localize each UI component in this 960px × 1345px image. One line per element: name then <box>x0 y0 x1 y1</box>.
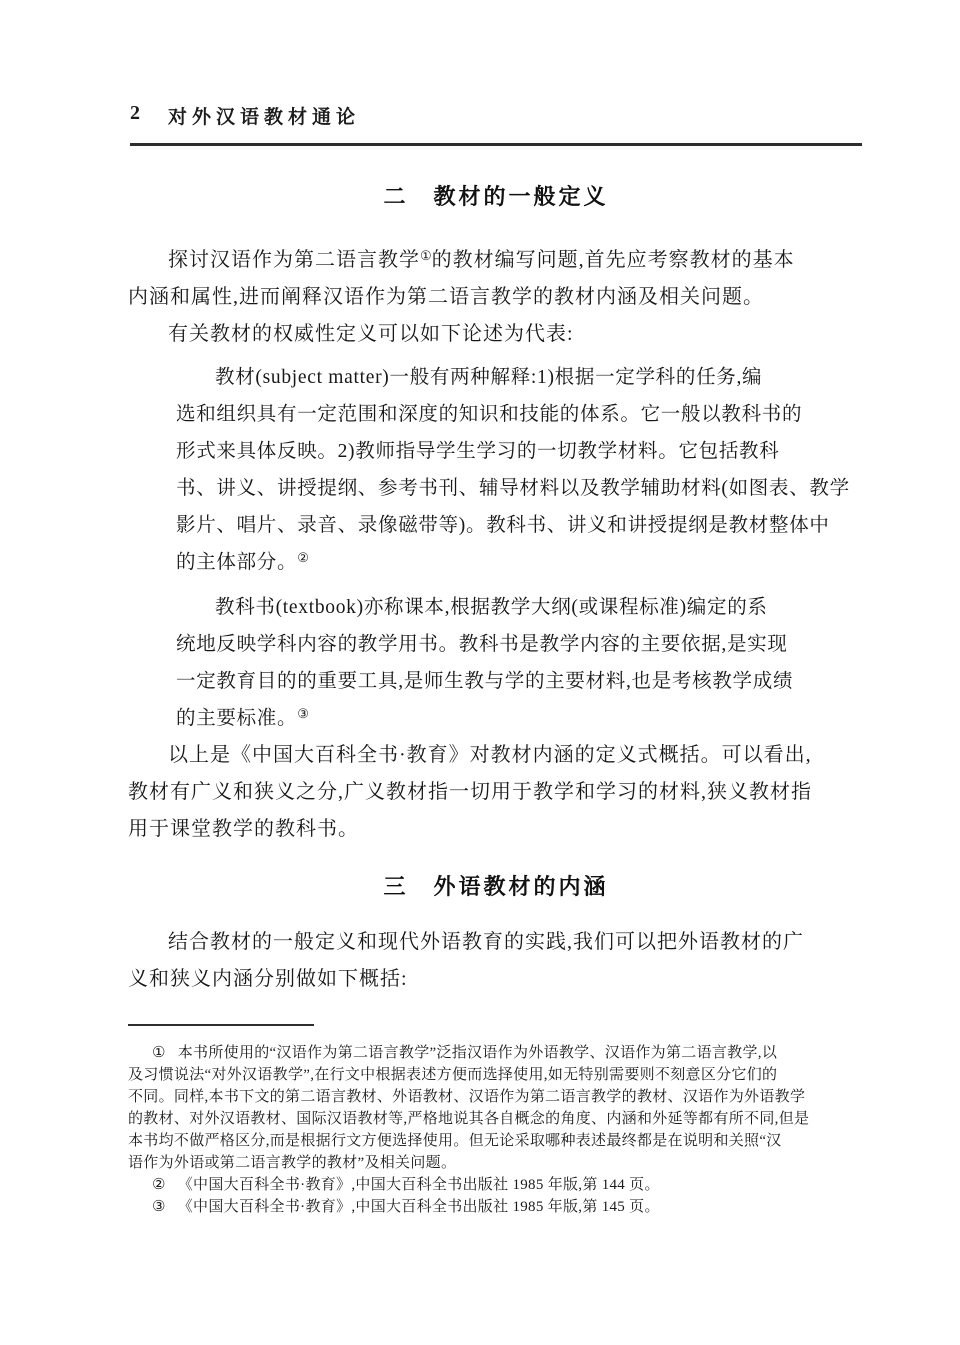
text-segment: 本书所使用的“汉语作为第二语言教学”泛指汉语作为外语教学、汉语作为第二语言教学,以 <box>177 1045 778 1061</box>
footnote-line <box>128 1196 864 1218</box>
footnote-line <box>128 1042 864 1064</box>
section-heading-foreign-language-materials: 三 外语教材的内涵 <box>383 874 609 899</box>
footnote-1 <box>128 1042 864 1174</box>
paragraph-intro <box>128 242 864 316</box>
running-title: 对外汉语教材通论 <box>168 107 361 128</box>
text-line <box>176 544 864 581</box>
footnote-marker-2: ② <box>152 1177 166 1193</box>
footnote-ref-1: ① <box>420 248 432 263</box>
text-line <box>176 700 864 737</box>
text-line: 影片、唱片、录音、录像磁带等)。教科书、讲义和讲授提纲是教材整体中 <box>176 515 830 536</box>
footnote-line: 不同。同样,本书下文的第二语言教材、外语教材、汉语作为第二语言教学的教材、汉语作为外语教学 <box>128 1089 806 1105</box>
text-line: 统地反映学科内容的教学用书。教科书是教学内容的主要依据,是实现 <box>176 634 788 655</box>
section-heading-general-definition: 二 教材的一般定义 <box>383 184 609 209</box>
text-line: 以上是《中国大百科全书·教育》对教材内涵的定义式概括。可以看出, <box>168 744 812 766</box>
page-body <box>128 178 864 998</box>
footnote-line: 及习惯说法“对外汉语教学”,在行文中根据表述方便而选择使用,如无特别需要则不刻意区分它们的 <box>128 1067 778 1083</box>
text-line: 书、讲义、讲授提纲、参考书刊、辅导材料以及教学辅助材料(如图表、教学 <box>176 478 850 499</box>
text-line: 结合教材的一般定义和现代外语教育的实践,我们可以把外语教材的广 <box>168 931 804 953</box>
quote-subject-matter <box>176 359 864 581</box>
paragraph-summary <box>128 737 864 848</box>
paragraph-foreign-intro <box>128 924 864 998</box>
footnote-separator <box>128 1024 314 1026</box>
footnote-area <box>128 1024 864 1218</box>
footnote-line <box>128 1174 864 1196</box>
text-line: 一定教育目的的重要工具,是师生教与学的主要材料,也是考核教学成绩 <box>176 671 794 692</box>
footnote-ref-2: ② <box>297 550 309 565</box>
quote-textbook <box>176 589 864 737</box>
text-line: 义和狭义内涵分别做如下概括: <box>128 968 408 990</box>
footnote-line: 本书均不做严格区分,而是根据行文方便选择使用。但无论采取哪种表述最终都是在说明和关照“汉 <box>128 1133 782 1149</box>
text-line: 内涵和属性,进而阐释汉语作为第二语言教学的教材内涵及相关问题。 <box>128 286 764 308</box>
footnote-marker-1: ① <box>152 1045 166 1061</box>
text-segment: 的主要标准。 <box>176 708 298 729</box>
text-line: 形式来具体反映。2)教师指导学生学习的一切教学材料。它包括教科 <box>176 441 780 462</box>
page-header <box>130 102 862 146</box>
text-line: 有关教材的权威性定义可以如下论述为代表: <box>168 323 574 345</box>
footnote-line: 的教材、对外汉语教材、国际汉语教材等,严格地说其各自概念的角度、内涵和外延等都有所不同,但是 <box>128 1111 810 1127</box>
text-line: 选和组织具有一定范围和深度的知识和技能的体系。它一般以教科书的 <box>176 404 803 425</box>
text-line: 教材有广义和狭义之分,广义教材指一切用于教学和学习的材料,狭义教材指 <box>128 781 812 803</box>
footnote-marker-3: ③ <box>152 1199 166 1215</box>
text-segment: 探讨汉语作为第二语言教学 <box>168 249 420 271</box>
text-segment: 的教材编写问题,首先应考察教材的基本 <box>431 249 795 271</box>
text-segment: 《中国大百科全书·教育》,中国大百科全书出版社 1985 年版,第 144 页。 <box>177 1177 660 1193</box>
footnote-ref-3: ③ <box>297 706 309 721</box>
page-number: 2 <box>130 102 140 124</box>
footnote-line: 语作为外语或第二语言教学的教材”及相关问题。 <box>128 1155 457 1171</box>
text-segment: 的主体部分。 <box>176 552 298 573</box>
text-line: 用于课堂教学的教科书。 <box>128 818 359 840</box>
text-line: 教材(subject matter)一般有两种解释:1)根据一定学科的任务,编 <box>215 367 763 388</box>
text-segment: 《中国大百科全书·教育》,中国大百科全书出版社 1985 年版,第 145 页。 <box>177 1199 660 1215</box>
footnote-2 <box>128 1174 864 1196</box>
paragraph-lead-in <box>128 316 864 353</box>
text-line: 教科书(textbook)亦称课本,根据教学大纲(或课程标准)编定的系 <box>215 597 768 618</box>
footnote-3 <box>128 1196 864 1218</box>
text-line <box>128 242 864 279</box>
